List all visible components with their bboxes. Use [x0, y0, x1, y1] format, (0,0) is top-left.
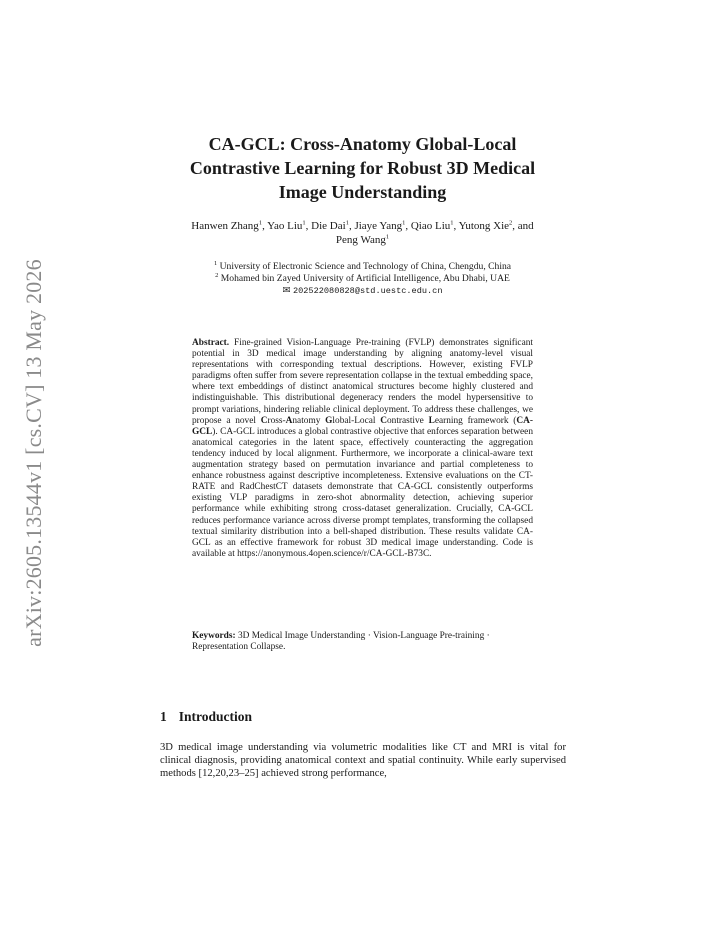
title-line: Contrastive Learning for Robust 3D Medical [189, 158, 536, 178]
body-paragraph: 3D medical image understanding via volumetric modalities like CT and MRI is vital for clinical diagnosis, providing anatomical context and spatial continuity. While early supervised methods [12,20,23–25] achieved strong performance, [160, 742, 566, 779]
author-list: Hanwen Zhang$^1$, Yao Liu$^1$, Die Dai$^1$, Jiaye Yang$^1$, Qiao Liu$^1$, Yutong Xie$^2$, and Peng Wang$^1$ [191, 219, 534, 246]
author: Yao Liu$^1$ [267, 219, 306, 232]
title-line: CA-GCL: Cross-Anatomy Global-Local [208, 134, 517, 154]
affiliation: $^1$ University of Electronic Science and Technology of China, Chengdu, China [213, 259, 512, 272]
envelope-icon: ✉ [282, 285, 291, 296]
keywords [192, 631, 533, 653]
email-address[interactable]: 202522080828@std.uestc.edu.cn [292, 286, 443, 296]
section-number: 1 [160, 709, 167, 724]
author-conjunction: and [517, 220, 534, 232]
author: Die Dai$^1$ [311, 219, 349, 232]
author: Qiao Liu$^1$ [410, 219, 454, 232]
arxiv-id-text: arXiv:2605.13544v1 [cs.CV] 13 May 2026 [21, 259, 46, 647]
author: Peng Wang$^1$ [335, 233, 390, 246]
author: Yutong Xie$^2$ [458, 219, 513, 232]
arxiv-identifier-stamp [12, 258, 56, 648]
abstract-label: Abstract. [192, 338, 230, 348]
paper-title [160, 132, 565, 204]
affiliations [160, 261, 565, 297]
author: Hanwen Zhang$^1$ [191, 219, 263, 232]
keywords-text: 3D Medical Image Understanding · Vision-Language Pre-training · Representation Collapse. [192, 631, 490, 653]
section-title: Introduction [178, 709, 253, 724]
title-line: Image Understanding [278, 182, 447, 202]
abstract: Abstract. Fine-grained Vision-Language Pre-training (FVLP) demonstrates significant potential in 3D medical image understanding by aligning anatomy-level visual representations with corresponding textual descriptions. However, existing FVLP paradigms often suffer from severe representation collapse in the textual embedding space, where text embeddings of distinct anatomical structures become highly clustered and indistinguishable. This distributional degeneracy renders the model hypersensitive to prompt variations, hindering reliable clinical deployment. To address these challenges, we propose a novel Cross-Anatomy Global-Local Contrastive Learning framework (CA-GCL). CA-GCL introduces a global contrastive objective that enforces separation between anatomical categories in the latent space, effectively counteracting the aggregation tendency induced by local alignment. Furthermore, we incorporate a clinical-aware text augmentation strategy based on permutation invariance and partial completeness to enhance robustness against descriptive incompleteness. Extensive evaluations on the CT-RATE and RadChestCT datasets demonstrate that CA-GCL consistently outperforms existing VLP paradigms in zero-shot abnormality detection, achieving superior performance while exhibiting strong cross-dataset generalization. Crucially, CA-GCL reduces performance variance across diverse prompt templates, transforming the collapsed textual similarity distribution into a bell-shaped distribution. These results validate CA-GCL as an effective framework for robust 3D medical image understanding. Code is available at https://anonymous.4open.science/r/CA-GCL-B73C. [192, 338, 534, 559]
keywords-label: Keywords: [192, 631, 236, 641]
author: Jiaye Yang$^1$ [354, 219, 406, 232]
section-heading [160, 709, 252, 725]
email-line [160, 285, 565, 297]
affiliation: $^2$ Mohamed bin Zayed University of Artificial Intelligence, Abu Dhabi, UAE [215, 271, 510, 284]
